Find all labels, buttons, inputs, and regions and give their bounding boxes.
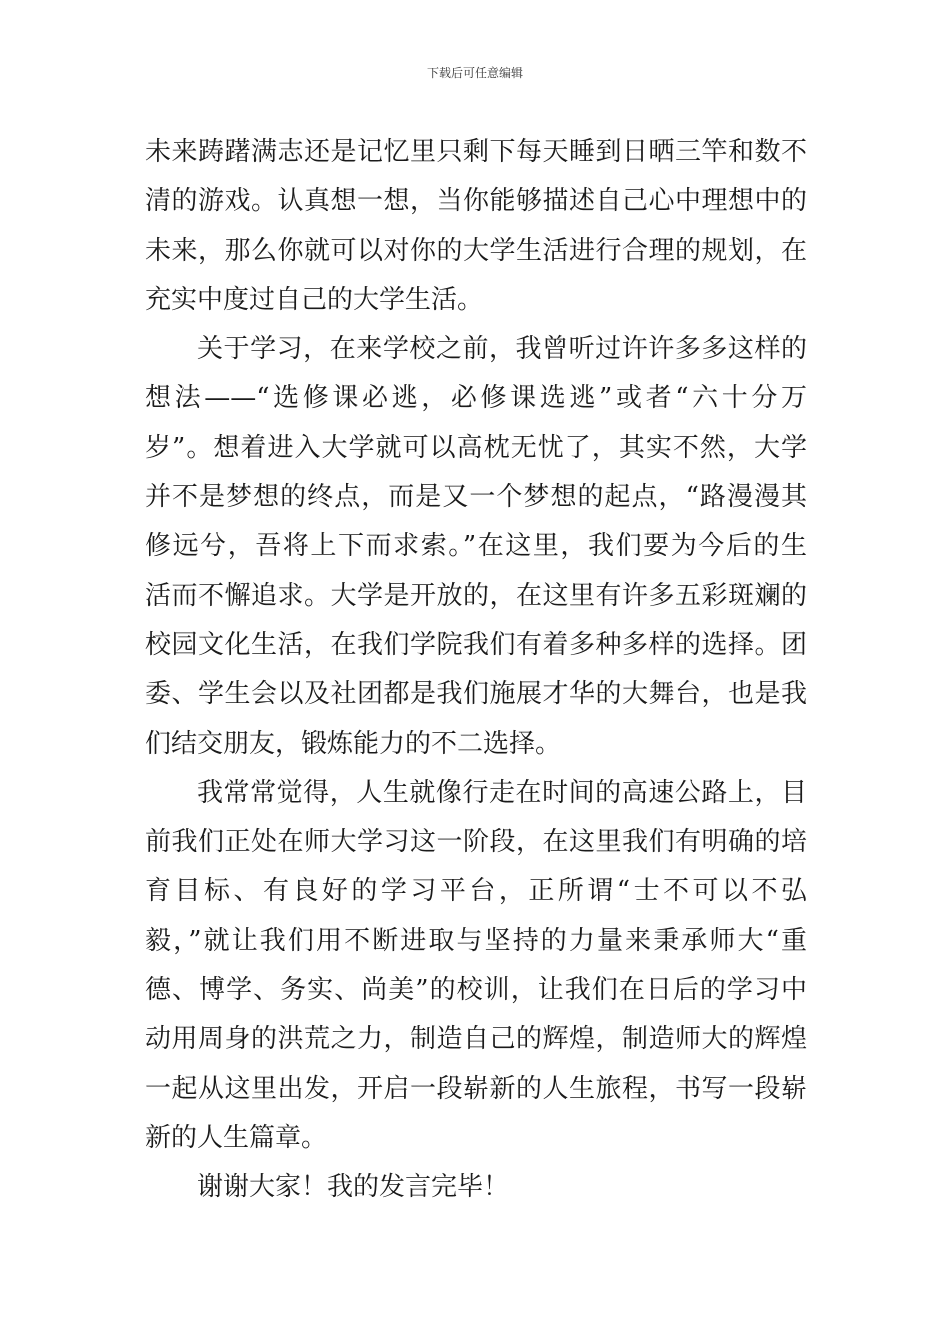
text-line: 育目标、有良好的学习平台，正所谓“士不可以不弘: [145, 876, 807, 907]
document-body: [145, 128, 807, 1213]
paragraph: [145, 1163, 807, 1212]
text-line: 毅，”就让我们用不断进取与坚持的力量来秉承师大“重: [145, 925, 807, 956]
text-line: 们结交朋友，锻炼能力的不二选择。: [145, 728, 562, 759]
text-line: 一起从这里出发，开启一段崭新的人生旅程，书写一段崭: [145, 1073, 807, 1104]
text-line: 修远兮，吾将上下而求索。”在这里，我们要为今后的生: [145, 531, 807, 562]
page-header-note: 下载后可任意编辑: [426, 66, 523, 80]
text-line: 活而不懈追求。大学是开放的，在这里有许多五彩斑斓的: [145, 580, 807, 611]
text-line: 未来，那么你就可以对你的大学生活进行合理的规划，在: [145, 235, 807, 266]
paragraph: [145, 128, 807, 325]
text-line: 动用周身的洪荒之力，制造自己的辉煌，制造师大的辉煌: [145, 1024, 807, 1055]
text-line: 委、学生会以及社团都是我们施展才华的大舞台，也是我: [145, 679, 807, 710]
text-line: 未来踌躇满志还是记忆里只剩下每天睡到日晒三竿和数不: [145, 137, 807, 167]
paragraph: [145, 769, 807, 1163]
text-line: 并不是梦想的终点，而是又一个梦想的起点，“路漫漫其: [145, 482, 807, 513]
text-line: 德、博学、务实、尚美”的校训，让我们在日后的学习中: [145, 975, 807, 1006]
text-line: 想法——“选修课必逃，必修课选逃”或者“六十分万: [145, 383, 807, 414]
paragraph: [145, 325, 807, 769]
text-line: 关于学习，在来学校之前，我曾听过许许多多这样的: [197, 334, 807, 365]
text-line: 清的游戏。认真想一想，当你能够描述自己心中理想中的: [145, 186, 807, 217]
text-line: 前我们正处在师大学习这一阶段，在这里我们有明确的培: [145, 827, 807, 858]
text-line: 谢谢大家！我的发言完毕！: [197, 1172, 510, 1203]
text-line: 校园文化生活，在我们学院我们有着多种多样的选择。团: [145, 629, 807, 660]
text-line: 充实中度过自己的大学生活。: [145, 284, 484, 315]
text-line: 新的人生篇章。: [145, 1122, 328, 1153]
text-line: 岁”。想着进入大学就可以高枕无忧了，其实不然，大学: [145, 432, 807, 463]
text-line: 我常常觉得，人生就像行走在时间的高速公路上，目: [197, 777, 807, 808]
